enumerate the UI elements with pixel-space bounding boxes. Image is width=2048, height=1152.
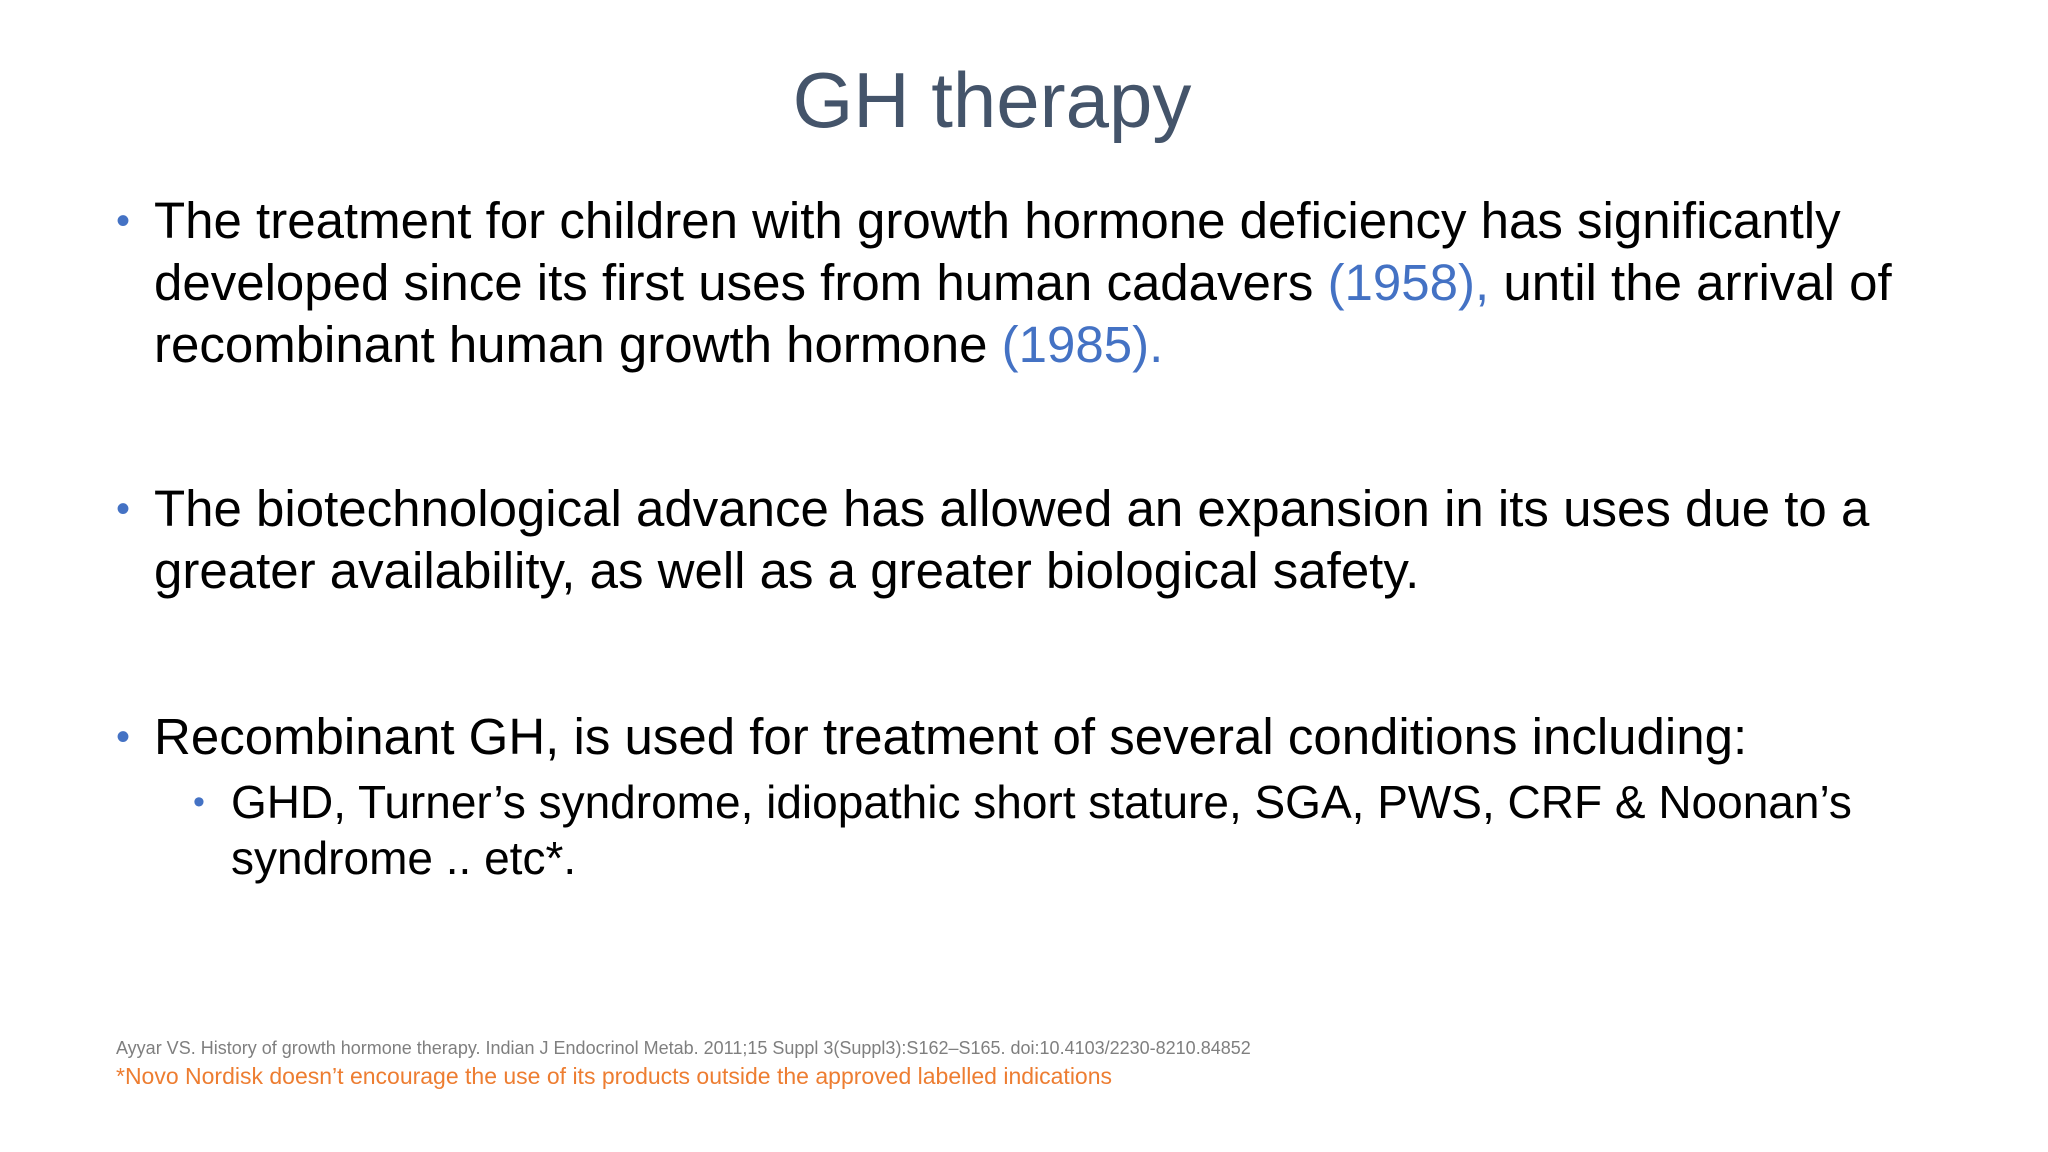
bullet-text-1	[154, 190, 1946, 376]
bullet-text-1-part-1: The treatment for children with growth hormone deficiency has significantly developed since its first uses from human cadavers	[154, 192, 1841, 311]
bullet-text-3: Recombinant GH, is used for treatment of several conditions including:	[154, 708, 1748, 765]
bullet-text-2: The biotechnological advance has allowed an expansion in its uses due to a greater availability, as well as a greater biological safety.	[154, 480, 1870, 599]
bullet-item-3	[116, 706, 1946, 768]
bullet-dot-icon: •	[116, 715, 131, 759]
slide-title: GH therapy	[792, 56, 1192, 144]
sub-bullet-item	[193, 774, 1913, 886]
reference-citation: Ayyar VS. History of growth hormone therapy. Indian J Endocrinol Metab. 2011;15 Suppl 3(Suppl3):S162–S165. doi:10.4103/2230-8210.84852	[116, 1038, 1251, 1058]
bullet-dot-icon: •	[116, 199, 131, 243]
sub-bullet-dot-icon: •	[193, 783, 205, 821]
bullet-item-1	[116, 190, 1946, 376]
disclaimer-note: *Novo Nordisk doesn’t encourage the use of its products outside the approved labelled indications	[116, 1063, 1113, 1089]
year-1985: (1985).	[1001, 316, 1164, 373]
year-1958: (1958),	[1327, 254, 1490, 311]
bullet-text-1-part-3: until the arrival of recombinant human growth hormone	[154, 254, 1892, 373]
bullet-item-2	[116, 478, 1946, 602]
sub-bullet-text: GHD, Turner’s syndrome, idiopathic short stature, SGA, PWS, CRF & Noonan’s syndrome .. etc*.	[231, 776, 1852, 884]
bullet-dot-icon: •	[116, 487, 131, 531]
